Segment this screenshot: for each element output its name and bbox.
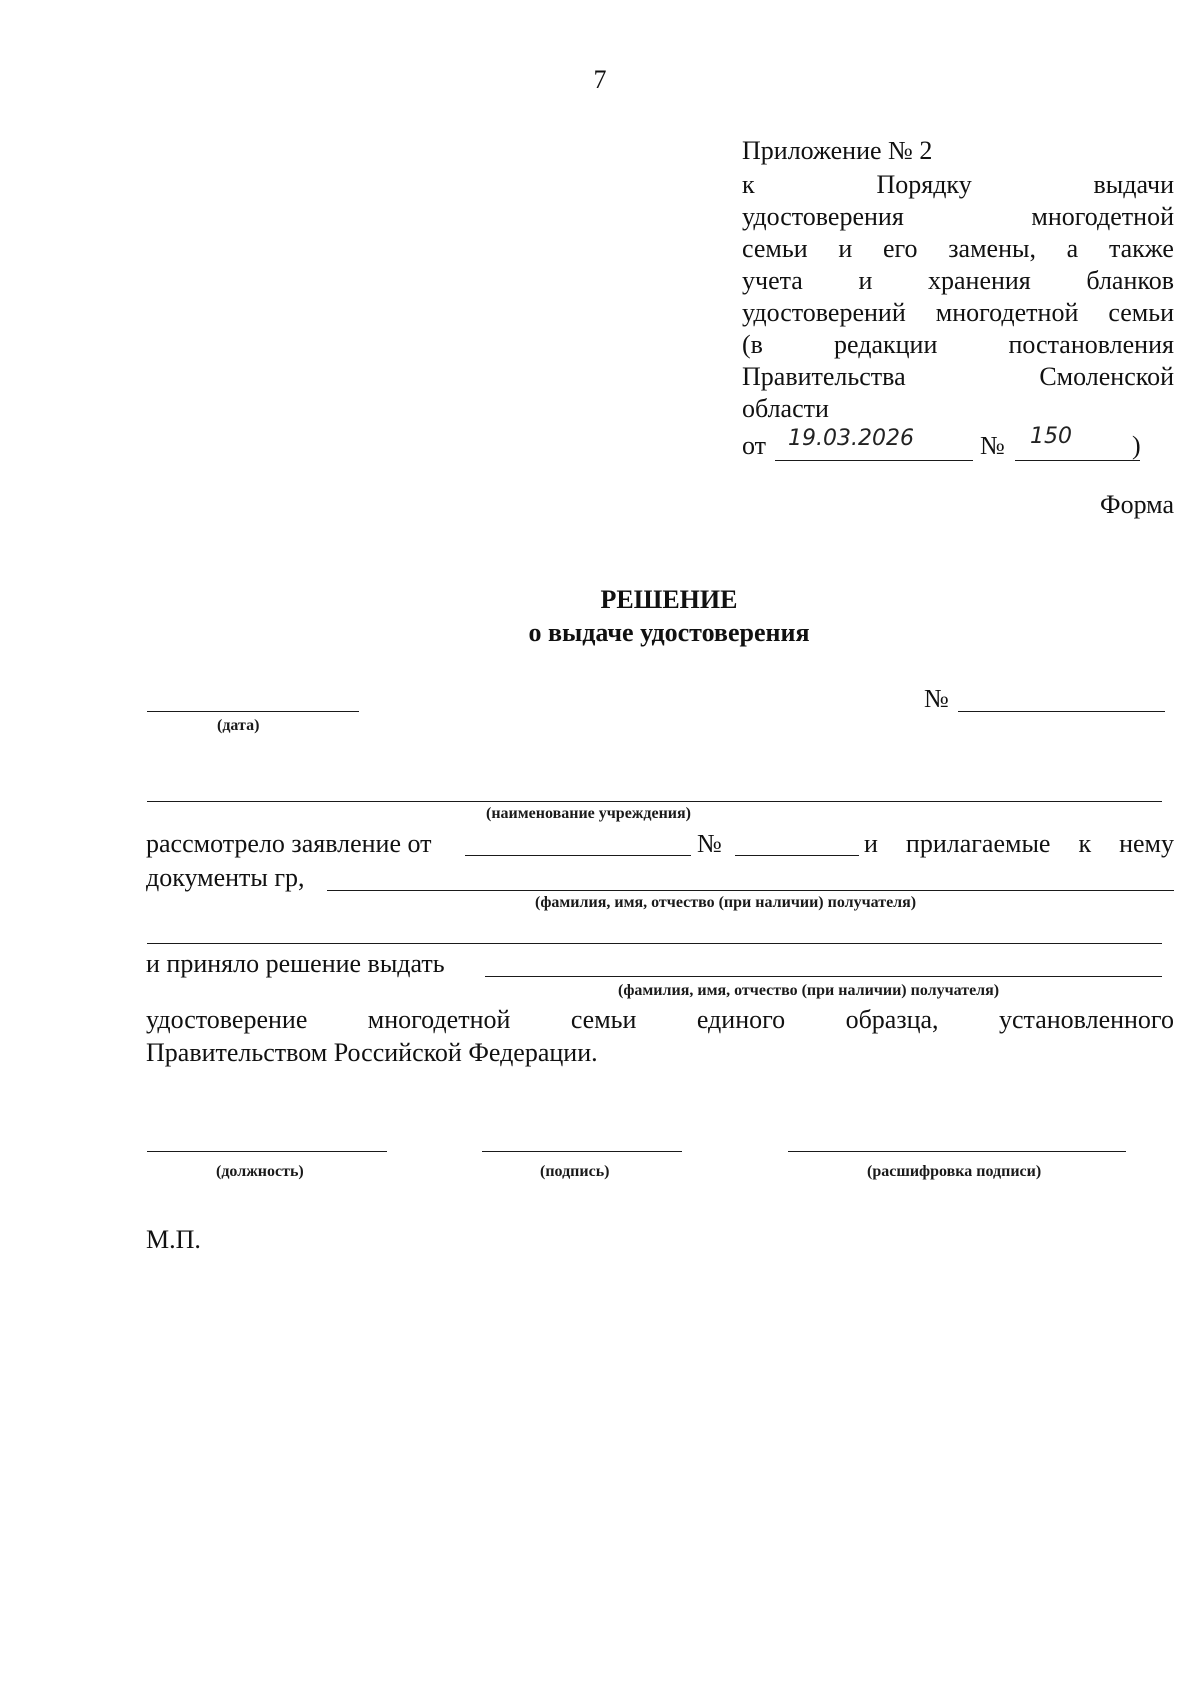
decoding-line bbox=[788, 1151, 1126, 1152]
stamp-label: М.П. bbox=[146, 1225, 201, 1254]
institution-caption: (наименование учреждения) bbox=[486, 805, 692, 822]
approval-number-line bbox=[1015, 460, 1140, 461]
appendix-word: Порядку bbox=[876, 170, 972, 199]
approval-number-sign: № bbox=[980, 431, 1005, 460]
appendix-word: учета bbox=[742, 266, 803, 295]
institution-line bbox=[147, 801, 1162, 802]
decision-prefix: и приняло решение выдать bbox=[146, 949, 445, 978]
appendix-word: также bbox=[1108, 234, 1174, 263]
appendix-word: Правительства bbox=[742, 362, 906, 391]
date-caption: (дата) bbox=[217, 717, 260, 734]
appendix-word: многодетной bbox=[1031, 202, 1174, 231]
approval-date-line bbox=[775, 460, 973, 461]
documents-prefix: документы гр, bbox=[146, 863, 305, 892]
recipient-line-2 bbox=[485, 976, 1162, 977]
appendix-word: и bbox=[858, 266, 873, 295]
position-caption: (должность) bbox=[216, 1163, 304, 1180]
appendix-line bbox=[742, 393, 1174, 425]
appendix-title: Приложение № 2 bbox=[742, 136, 933, 165]
appendix-word: постановления bbox=[1008, 330, 1174, 359]
signature-caption: (подпись) bbox=[540, 1163, 610, 1180]
decision-number-sign: № bbox=[924, 684, 949, 713]
application-date-line bbox=[465, 855, 691, 856]
appendix-word: замены, bbox=[948, 234, 1036, 263]
application-number-sign: № bbox=[697, 829, 722, 858]
decoding-caption: (расшифровка подписи) bbox=[867, 1163, 1042, 1180]
form-label: Форма bbox=[1100, 490, 1174, 519]
appendix-word: удостоверений bbox=[742, 298, 906, 327]
appendix-word: Смоленской bbox=[1039, 362, 1174, 391]
appendix-line bbox=[742, 297, 1174, 329]
decision-title: РЕШЕНИЕ bbox=[600, 585, 738, 614]
approval-number-handwritten: 150 bbox=[1030, 424, 1072, 449]
appendix-line bbox=[742, 329, 1174, 361]
position-line bbox=[147, 1151, 387, 1152]
appendix-word: выдачи bbox=[1093, 170, 1174, 199]
appendix-word: области bbox=[742, 394, 829, 423]
appendix-body bbox=[742, 169, 1174, 425]
certificate-line-2: Правительством Российской Федерации. bbox=[146, 1038, 598, 1067]
appendix-word: к bbox=[742, 170, 755, 199]
recipient-caption-2: (фамилия, имя, отчество (при наличии) получателя) bbox=[618, 982, 1000, 999]
signature-line bbox=[482, 1151, 682, 1152]
appendix-word: а bbox=[1066, 234, 1079, 263]
appendix-word: семьи bbox=[1108, 298, 1174, 327]
approval-date-handwritten: 19.03.2026 bbox=[788, 426, 914, 451]
appendix-line bbox=[742, 201, 1174, 233]
reviewed-prefix: рассмотрело заявление от bbox=[146, 829, 432, 858]
appendix-word: редакции bbox=[834, 330, 938, 359]
appendix-line bbox=[742, 361, 1174, 393]
appendix-word: и bbox=[838, 234, 853, 263]
appendix-line bbox=[742, 233, 1174, 265]
appendix-line bbox=[742, 265, 1174, 297]
appendix-word: удостоверения bbox=[742, 202, 904, 231]
decision-subtitle: о выдаче удостоверения bbox=[528, 618, 810, 647]
appendix-word: семьи bbox=[742, 234, 808, 263]
certificate-line-1: удостоверение многодетной семьи единого образца, установленного bbox=[146, 1005, 1174, 1034]
appendix-word: многодетной bbox=[935, 298, 1079, 327]
page-number: 7 bbox=[593, 65, 607, 94]
decision-number-line bbox=[958, 711, 1165, 712]
appendix-word: бланков bbox=[1086, 266, 1174, 295]
appendix-word: его bbox=[882, 234, 918, 263]
appendix-word: хранения bbox=[927, 266, 1031, 295]
recipient-caption-1: (фамилия, имя, отчество (при наличии) получателя) bbox=[535, 894, 917, 911]
recipient-line-1b bbox=[147, 943, 1162, 944]
appendix-line bbox=[742, 169, 1174, 201]
application-number-line bbox=[735, 855, 859, 856]
appendix-word: (в bbox=[742, 330, 763, 359]
date-line bbox=[147, 711, 359, 712]
approval-closing-paren: ) bbox=[1132, 431, 1141, 460]
approval-date-prefix: от bbox=[742, 431, 767, 460]
reviewed-suffix: и прилагаемые к нему bbox=[864, 829, 1174, 858]
recipient-line-1 bbox=[327, 890, 1174, 891]
